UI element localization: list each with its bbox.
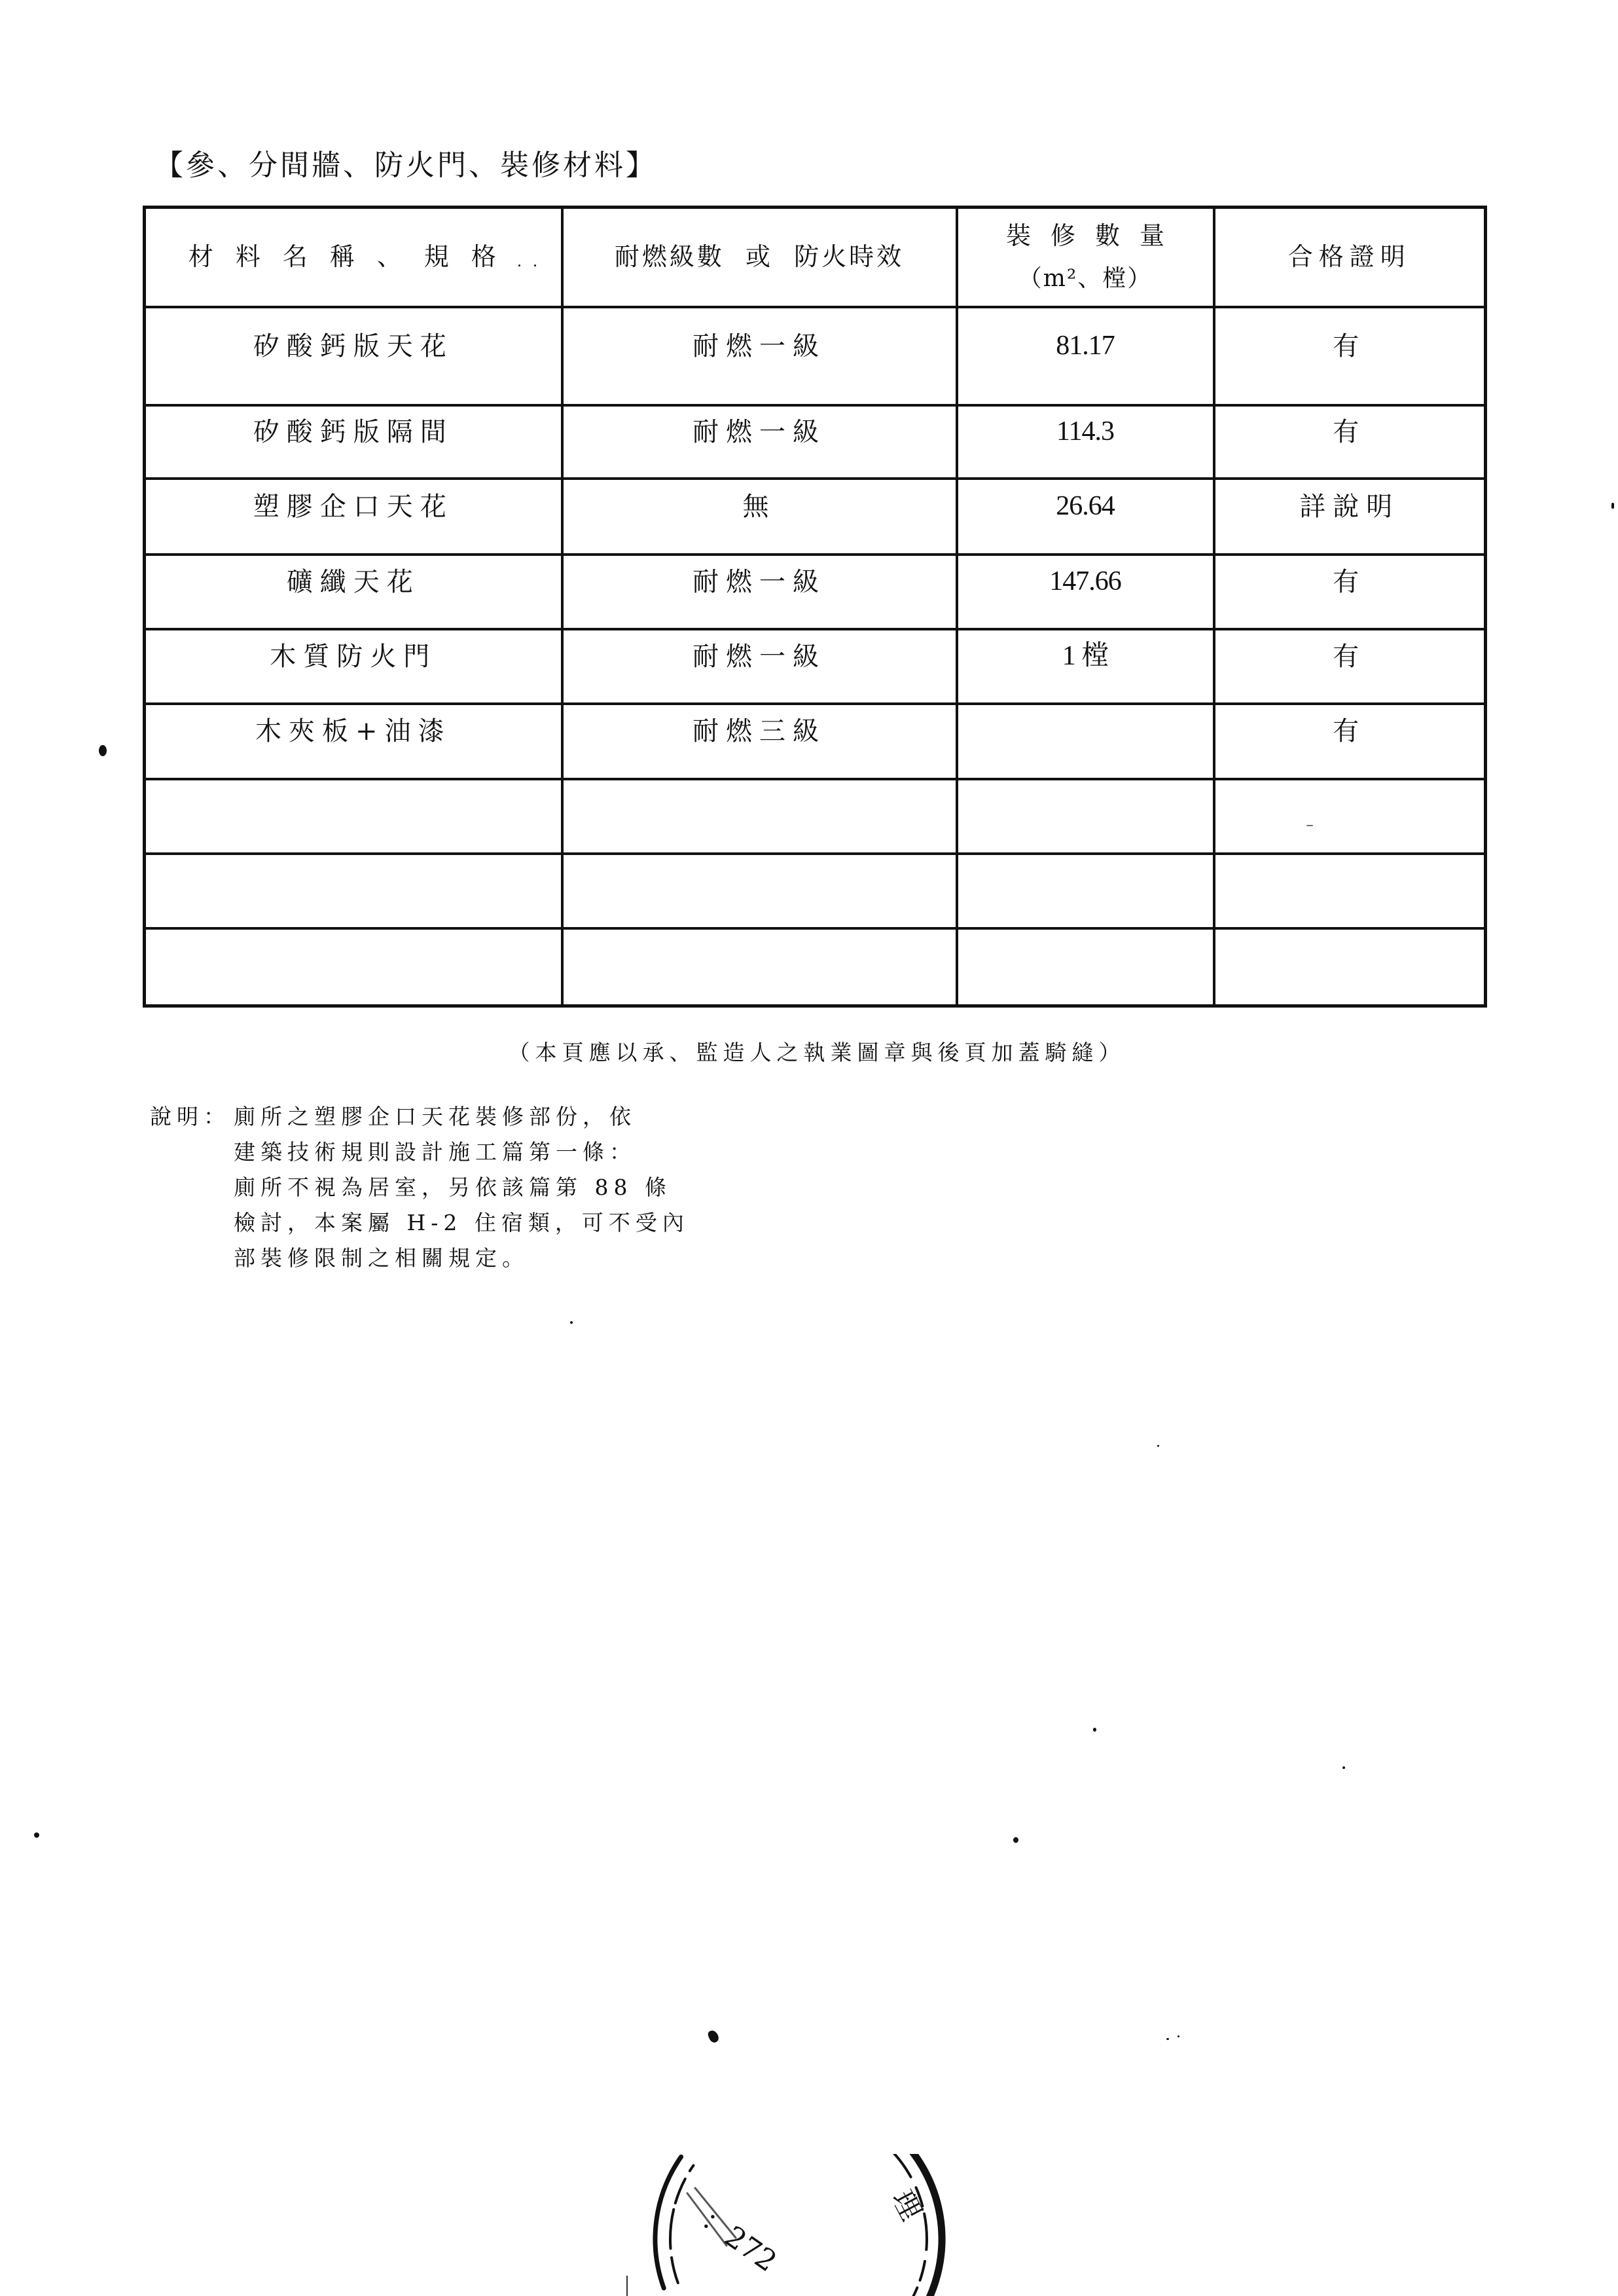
scan-speck: [1166, 2038, 1169, 2040]
material-name-cell: 木質防火門: [145, 629, 562, 704]
scan-speck: [707, 2029, 721, 2044]
material-name-cell: 矽酸鈣版隔間: [145, 405, 562, 479]
header-fire-rating: 耐燃級數 或 防火時效: [562, 208, 957, 307]
header-quantity-unit: （m²、樘）: [1018, 264, 1153, 292]
certificate-cell: [1214, 779, 1486, 854]
table-row: [145, 307, 1486, 405]
header-certificate: 合格證明: [1214, 208, 1486, 307]
seal-text-fragment: 理: [885, 2185, 928, 2227]
quantity-cell: 81.17: [957, 307, 1214, 405]
fire-rating-cell: 耐燃一級: [562, 307, 957, 405]
material-name-cell: [145, 928, 562, 1006]
scan-speck: [1157, 1445, 1159, 1447]
materials-table: [143, 206, 1487, 1008]
section-title: 【參、分間牆、防火門、裝修材料】: [154, 149, 657, 182]
header-quantity: [957, 208, 1214, 307]
scan-speck: [534, 264, 536, 266]
seal-inner-ring-right: [890, 2154, 927, 2296]
quantity-cell: [957, 854, 1214, 928]
header-material-name: 材料名稱、規格: [145, 208, 562, 307]
seal-outer-ring-left: [655, 2157, 681, 2288]
fire-rating-cell: 耐燃一級: [562, 629, 957, 704]
explanation-line: 部裝修限制之相關規定。: [234, 1245, 529, 1271]
certificate-cell: 有: [1214, 555, 1486, 629]
material-name-cell: [145, 779, 562, 854]
material-name-cell: [145, 854, 562, 928]
quantity-cell: [957, 928, 1214, 1006]
scan-speck: [1611, 503, 1614, 509]
scan-speck: [1093, 1728, 1096, 1732]
table-row: [145, 779, 1486, 854]
fire-rating-cell: 無: [562, 479, 957, 555]
material-name-cell: 塑膠企口天花: [145, 479, 562, 555]
certificate-cell: 詳說明: [1214, 479, 1486, 555]
table-row: [145, 479, 1486, 555]
explanation-text: [234, 1099, 689, 1276]
seal-text-fragment: ：272: [694, 2203, 783, 2279]
scan-speck: [570, 1321, 573, 1324]
table-row: [145, 928, 1486, 1006]
explanation-line: 建築技術規則設計施工篇第一條：: [234, 1139, 636, 1165]
scan-mark-line: [626, 2276, 628, 2296]
table-row: [145, 555, 1486, 629]
material-name-cell: 木夾板+油漆: [145, 704, 562, 779]
material-name-cell: 矽酸鈣版天花: [145, 307, 562, 405]
scan-speck: [1178, 2035, 1179, 2037]
seal-inner-ring-left: [670, 2166, 693, 2283]
certificate-cell: 有: [1214, 307, 1486, 405]
explanation-line: 檢討，本案屬 H-2 住宿類，可不受內: [234, 1210, 689, 1235]
quantity-cell: [957, 779, 1214, 854]
fire-rating-cell: [562, 854, 957, 928]
footer-note: （本頁應以承、監造人之執業圖章與後頁加蓋騎縫）: [508, 1040, 1126, 1065]
fire-rating-cell: 耐燃三級: [562, 704, 957, 779]
certificate-cell: 有: [1214, 629, 1486, 704]
table-row: [145, 629, 1486, 704]
table-row: [145, 704, 1486, 779]
fire-rating-cell: 耐燃一級: [562, 405, 957, 479]
header-quantity-label: 裝修數量: [1005, 221, 1184, 250]
material-name-cell: 礦纖天花: [145, 555, 562, 629]
certificate-cell: [1214, 928, 1486, 1006]
explanation-line: 廁所不視為居室，另依該篇第 88 條: [234, 1175, 672, 1200]
scan-speck: [34, 1832, 39, 1838]
fire-rating-cell: [562, 928, 957, 1006]
table-row: [145, 854, 1486, 928]
scan-speck: [99, 745, 107, 756]
quantity-cell: 147.66: [957, 555, 1214, 629]
quantity-cell: 26.64: [957, 479, 1214, 555]
quantity-cell: 1 樘: [957, 629, 1214, 704]
table-header-row: [145, 208, 1486, 307]
explanation-block: [150, 1099, 689, 1276]
certificate-cell: 有: [1214, 405, 1486, 479]
scan-speck: [1306, 825, 1313, 826]
scan-speck: [1013, 1837, 1018, 1843]
quantity-cell: 114.3: [957, 405, 1214, 479]
fire-rating-cell: 耐燃一級: [562, 555, 957, 629]
table-row: [145, 405, 1486, 479]
official-seal: [648, 2154, 962, 2296]
quantity-cell: [957, 704, 1214, 779]
certificate-cell: 有: [1214, 704, 1486, 779]
explanation-line: 廁所之塑膠企口天花裝修部份，依: [234, 1104, 636, 1129]
scan-speck: [518, 264, 520, 266]
scan-speck: [1342, 1766, 1345, 1769]
explanation-label: 說明：: [150, 1104, 230, 1129]
certificate-cell: [1214, 854, 1486, 928]
fire-rating-cell: [562, 779, 957, 854]
